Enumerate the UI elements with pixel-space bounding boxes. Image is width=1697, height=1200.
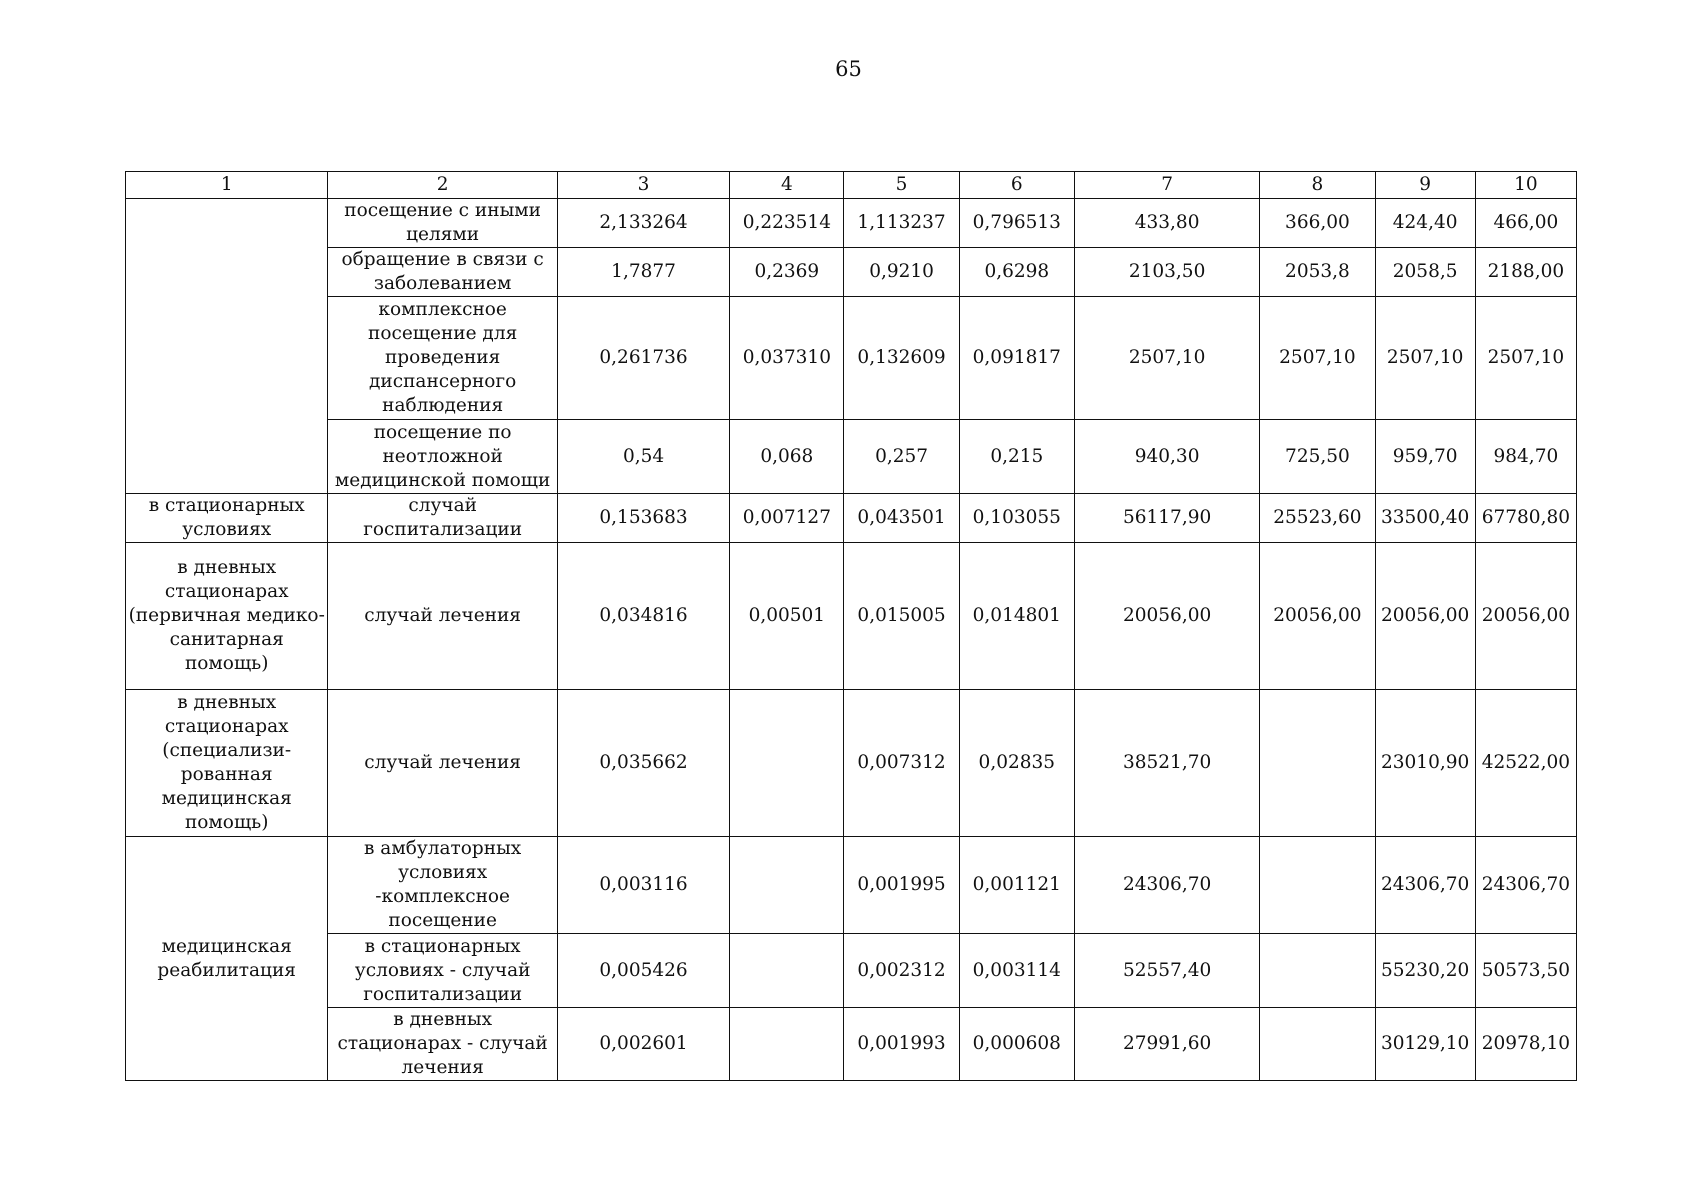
value-cell — [1260, 837, 1375, 934]
value-cell: 1,7877 — [557, 248, 729, 297]
header-cell: 10 — [1475, 172, 1576, 199]
row-unit-cell: в стационарных условиях - случай госпитализации — [328, 934, 557, 1008]
table-row — [126, 1008, 1577, 1081]
value-cell: 0,261736 — [557, 297, 729, 420]
header-cell: 3 — [557, 172, 729, 199]
value-cell: 433,80 — [1074, 199, 1259, 248]
value-cell: 0,000608 — [959, 1008, 1074, 1081]
value-cell: 2053,8 — [1260, 248, 1375, 297]
value-cell: 0,007312 — [844, 690, 959, 837]
value-cell: 50573,50 — [1475, 934, 1576, 1008]
value-cell: 0,001995 — [844, 837, 959, 934]
table-row — [126, 934, 1577, 1008]
table-row — [126, 248, 1577, 297]
header-cell: 7 — [1074, 172, 1259, 199]
header-cell: 6 — [959, 172, 1074, 199]
table-row — [126, 420, 1577, 494]
value-cell — [1260, 934, 1375, 1008]
value-cell: 0,215 — [959, 420, 1074, 494]
value-cell: 0,091817 — [959, 297, 1074, 420]
value-cell — [1260, 690, 1375, 837]
value-cell: 56117,90 — [1074, 494, 1259, 543]
value-cell: 1,113237 — [844, 199, 959, 248]
value-cell: 0,132609 — [844, 297, 959, 420]
value-cell — [730, 934, 844, 1008]
value-cell: 2188,00 — [1475, 248, 1576, 297]
value-cell: 38521,70 — [1074, 690, 1259, 837]
value-cell: 0,002601 — [557, 1008, 729, 1081]
header-cell: 1 — [126, 172, 328, 199]
page-number: 65 — [835, 57, 862, 81]
value-cell: 0,223514 — [730, 199, 844, 248]
value-cell: 27991,60 — [1074, 1008, 1259, 1081]
header-cell: 2 — [328, 172, 557, 199]
row-unit-cell: случай лечения — [328, 543, 557, 690]
value-cell: 0,6298 — [959, 248, 1074, 297]
value-cell: 725,50 — [1260, 420, 1375, 494]
value-cell: 366,00 — [1260, 199, 1375, 248]
table-row — [126, 199, 1577, 248]
value-cell: 2058,5 — [1375, 248, 1475, 297]
value-cell: 2507,10 — [1375, 297, 1475, 420]
value-cell: 0,001121 — [959, 837, 1074, 934]
value-cell: 24306,70 — [1375, 837, 1475, 934]
table-row — [126, 837, 1577, 934]
value-cell: 52557,40 — [1074, 934, 1259, 1008]
value-cell: 2103,50 — [1074, 248, 1259, 297]
row-category-cell: медицинская реабилитация — [126, 837, 328, 1081]
value-cell: 984,70 — [1475, 420, 1576, 494]
table-row — [126, 690, 1577, 837]
value-cell: 959,70 — [1375, 420, 1475, 494]
value-cell: 0,2369 — [730, 248, 844, 297]
value-cell: 466,00 — [1475, 199, 1576, 248]
value-cell: 33500,40 — [1375, 494, 1475, 543]
value-cell: 20978,10 — [1475, 1008, 1576, 1081]
row-unit-cell: посещение с иными целями — [328, 199, 557, 248]
value-cell: 0,796513 — [959, 199, 1074, 248]
value-cell: 0,037310 — [730, 297, 844, 420]
row-unit-cell: в амбулаторных условиях -комплексное посещение — [328, 837, 557, 934]
value-cell: 0,043501 — [844, 494, 959, 543]
value-cell: 0,035662 — [557, 690, 729, 837]
value-cell: 0,001993 — [844, 1008, 959, 1081]
value-cell: 0,54 — [557, 420, 729, 494]
row-category-cell — [126, 199, 328, 494]
value-cell: 20056,00 — [1074, 543, 1259, 690]
value-cell — [730, 690, 844, 837]
value-cell: 20056,00 — [1475, 543, 1576, 690]
row-category-cell: в дневных стационарах (специализи-рованная медицинская помощь) — [126, 690, 328, 837]
value-cell: 0,153683 — [557, 494, 729, 543]
value-cell: 42522,00 — [1475, 690, 1576, 837]
value-cell: 0,068 — [730, 420, 844, 494]
value-cell: 25523,60 — [1260, 494, 1375, 543]
value-cell: 0,002312 — [844, 934, 959, 1008]
value-cell: 30129,10 — [1375, 1008, 1475, 1081]
value-cell — [730, 1008, 844, 1081]
row-unit-cell: посещение по неотложной медицинской помощи — [328, 420, 557, 494]
value-cell: 424,40 — [1375, 199, 1475, 248]
value-cell: 55230,20 — [1375, 934, 1475, 1008]
data-table — [125, 171, 1577, 1081]
table-row — [126, 494, 1577, 543]
value-cell: 2507,10 — [1475, 297, 1576, 420]
value-cell: 0,9210 — [844, 248, 959, 297]
value-cell: 0,02835 — [959, 690, 1074, 837]
row-unit-cell: комплексное посещение для проведения диспансерного наблюдения — [328, 297, 557, 420]
value-cell: 20056,00 — [1375, 543, 1475, 690]
row-unit-cell: случай госпитализации — [328, 494, 557, 543]
value-cell: 0,034816 — [557, 543, 729, 690]
value-cell: 2,133264 — [557, 199, 729, 248]
value-cell: 0,103055 — [959, 494, 1074, 543]
value-cell: 23010,90 — [1375, 690, 1475, 837]
value-cell: 67780,80 — [1475, 494, 1576, 543]
header-cell: 4 — [730, 172, 844, 199]
row-unit-cell: в дневных стационарах - случай лечения — [328, 1008, 557, 1081]
value-cell: 24306,70 — [1475, 837, 1576, 934]
header-cell: 9 — [1375, 172, 1475, 199]
row-unit-cell: обращение в связи с заболеванием — [328, 248, 557, 297]
value-cell: 0,257 — [844, 420, 959, 494]
value-cell: 20056,00 — [1260, 543, 1375, 690]
value-cell: 0,003114 — [959, 934, 1074, 1008]
value-cell: 0,005426 — [557, 934, 729, 1008]
table-row — [126, 543, 1577, 690]
header-cell: 8 — [1260, 172, 1375, 199]
value-cell: 940,30 — [1074, 420, 1259, 494]
value-cell — [730, 837, 844, 934]
table-header-row — [126, 172, 1577, 199]
value-cell: 0,007127 — [730, 494, 844, 543]
row-category-cell: в стационарных условиях — [126, 494, 328, 543]
row-category-cell: в дневных стационарах (первичная медико-санитарная помощь) — [126, 543, 328, 690]
value-cell: 0,00501 — [730, 543, 844, 690]
value-cell: 0,014801 — [959, 543, 1074, 690]
value-cell: 0,003116 — [557, 837, 729, 934]
value-cell: 2507,10 — [1074, 297, 1259, 420]
value-cell: 24306,70 — [1074, 837, 1259, 934]
value-cell: 0,015005 — [844, 543, 959, 690]
value-cell — [1260, 1008, 1375, 1081]
value-cell: 2507,10 — [1260, 297, 1375, 420]
header-cell: 5 — [844, 172, 959, 199]
row-unit-cell: случай лечения — [328, 690, 557, 837]
table-row — [126, 297, 1577, 420]
